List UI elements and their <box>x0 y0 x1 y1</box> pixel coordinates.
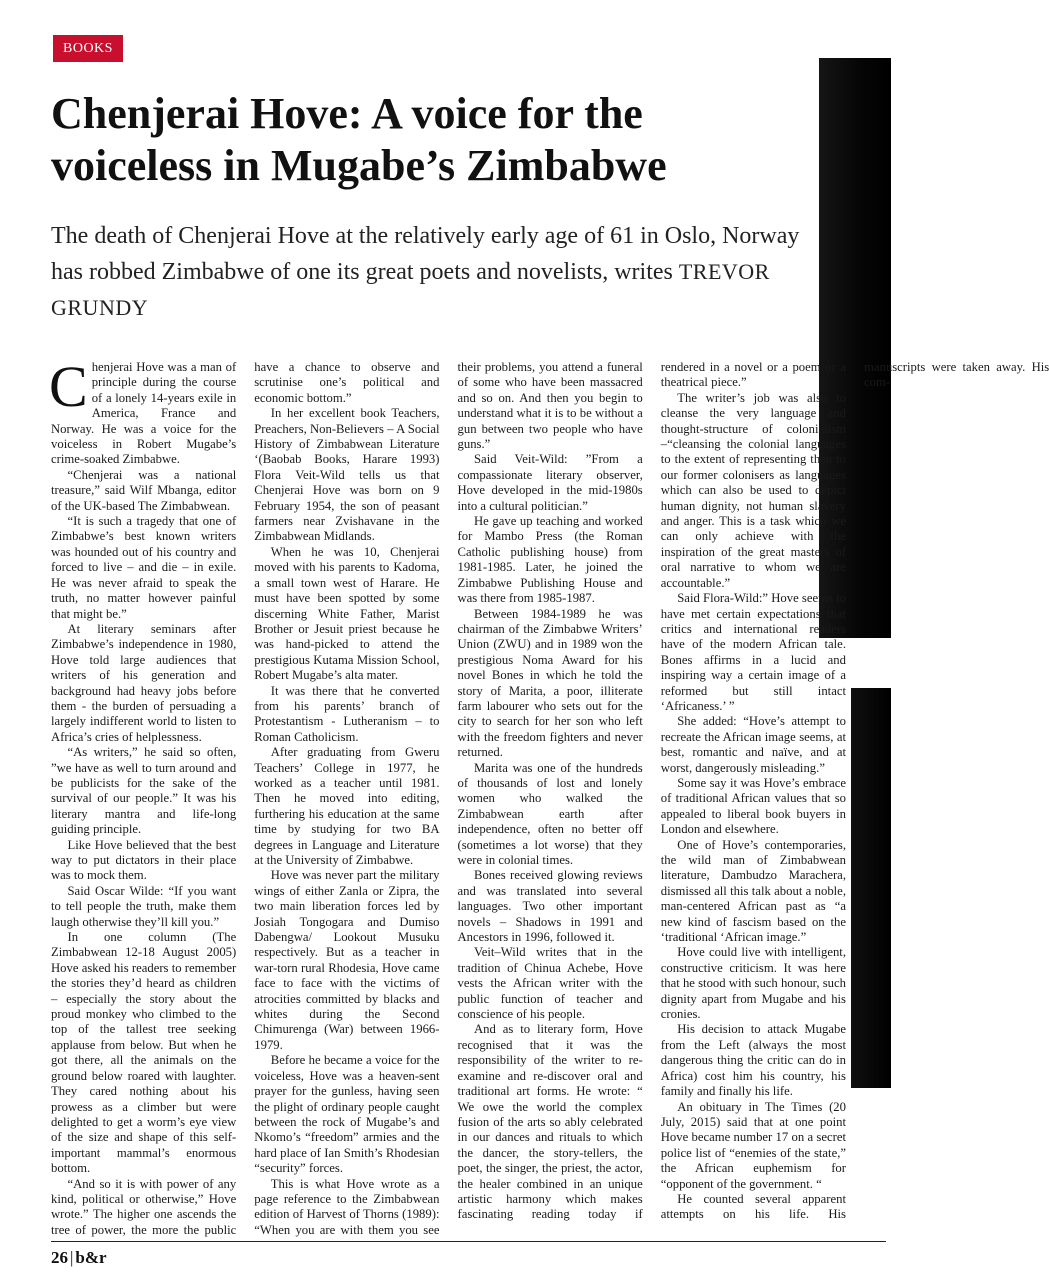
paragraph: Veit–Wild writes that in the tradition of Chinua Achebe, Hove vests the African writer with the public function of teacher and conscience of his people. <box>457 945 643 1022</box>
folio-separator: | <box>70 1248 74 1267</box>
paragraph: Hove could live with intelligent, constructive criticism. It was here that he stood with such honour, such dignity apart from Mugabe and his cronies. <box>660 945 846 1022</box>
paragraph: Before he became a voice for the voiceless, Hove was a heaven-sent prayer for the gunless, having seen the plight of ordinary people caught between the rock of Mugabe’s and Nkomo’s “freedom” armies and the hard place of Ian Smith’s Rhodesian “security” forces. <box>254 1053 440 1176</box>
paragraph: Chenjerai Hove was a man of principle during the course of a lonely 14-years exile in America, France and Norway. He was a voice for the voiceless in Robert Mugabe’s crime-soaked Zimbabwe. <box>49 354 237 467</box>
paragraph: When he was 10, Chenjerai moved with his parents to Kadoma, a small town west of Harare. He must have been spotted by some discerning White Father, Marist Brother or Jesuit priest because he was hand-picked to attend the prestigious Kutama Mission School, Robert Mugabe’s alta mater. <box>254 544 440 683</box>
paragraph: This is what Hove wrote as a page reference to the Zimbabwean edition of Harvest of Thorns (1989): “When you are with them you see their problems, you attend a funeral of some who have been massacred and so on. And then you begin to understand what it is to be without a gun between two people who have guns.” <box>254 360 643 1237</box>
paragraph: He gave up teaching and worked for Mambo Press (the Roman Catholic publishing house) from 1981-1985. Later, he joined the Zimbabwe Publishing House and was there from 1985-1987. <box>457 514 643 606</box>
paragraph: Bones received glowing reviews and was translated into several languages. Two other important novels – Shadows in 1991 and Ancestors in 1996, followed it. <box>457 868 643 945</box>
paragraph: “As writers,” he said so often, ”we have as well to turn around and be publicists for the sake of the survival of our people.” It was his literary mantra and life-long guiding principle. <box>51 745 237 837</box>
paragraph: Hove was never part the military wings of either Zanla or Zipra, the two main liberation forces led by Josiah Tongogara and Dumiso Dabengwa/ Lookout Musuku respectively. But as a teacher in war-torn rural Rhodesia, Hove came face to face with the victims of atrocities committed by blacks and whites during the Second Chimurenga (War) between 1966-1979. <box>254 868 440 1052</box>
paragraph: In her excellent book Teachers, Preachers, Non-Believers – A Social History of Zimbabwean Literature ‘(Baobab Books, Harare 1993) Flora Veit-Wild tells us that Chenjerai Hove was born on 9 February 1954, the son of peasant farmers near Zvishavane in the Zimbabwean Midlands. <box>254 406 440 544</box>
magazine-logo: b&r <box>75 1248 107 1267</box>
paragraph: One of Hove’s contemporaries, the wild man of Zimbabwean literature, Dambudzo Marachera, dismissed all this talk about a noble, man-centered African past as “a new kind of fascism based on the ‘traditional ‘African image.” <box>660 837 846 945</box>
paragraph: His decision to attack Mugabe from the Left (always the most dangerous thing the critic can do in Africa) cost him his country, his family and finally his life. <box>660 1022 846 1099</box>
paragraph: Like Hove believed that the best way to put dictators in their place was to mock them. <box>51 837 237 883</box>
paragraph: “It is such a tragedy that one of Zimbabwe’s best known writers was hounded out of his country and forced to live – and die – in exile. He was never afraid to speak the truth, no matter however painful that might be.” <box>51 514 237 621</box>
paragraph: Said Veit-Wild: ”From a compassionate literary observer, Hove developed in the mid-1980s into a cultural politician.” <box>457 452 643 513</box>
paragraph: At literary seminars after Zimbabwe’s independence in 1980, Hove told large audiences that writers of his generation and background had heavy jobs before them - the burden of persuading a largely indifferent world to listen to Africa’s cries of helplessness. <box>51 621 237 744</box>
paragraph: An obituary in The Times (20 July, 2015) said that at one point Hove became number 17 on a secret police list of “enemies of the state,” the African euphemism for “opponent of the government. “ <box>660 1099 846 1191</box>
paragraph: Said Flora-Wild:” Hove seems to have met certain expectations that critics and international readers have of the modern African tale. Bones affirms in a lucid and inspiring way a certain image of a reformed but still intact ‘Africaness.’ ” <box>660 591 846 713</box>
article-photo-edge-lower <box>851 688 891 1088</box>
standfirst-text: The death of Chenjerai Hove at the relatively early age of 61 in Oslo, Norway has robbed Zimbabwe of one its great poets and novelists, writes <box>51 223 800 285</box>
drop-cap: C <box>49 354 88 419</box>
paragraph: And as to literary form, Hove recognised that it was the responsibility of the writer to re-examine and re-discover oral and traditional art forms. He wrote: “ We owe the world the complex fusion of the arts so ably celebrated in our dances and rituals to which the dancer, the story-tellers, the poet, the singer, the priest, the actor, the healer combined in an unique artistic harmony which makes fascinating reading today if rendered in a novel or a poem or a theatrical piece.” <box>457 360 846 1222</box>
paragraph: “Chenjerai was a national treasure,” said Wilf Mbanga, editor of the UK-based The Zimbabwean. <box>51 467 237 513</box>
paragraph: He counted several apparent attempts on his life. His manuscripts were taken away. His com- <box>660 360 1049 1222</box>
headline: Chenjerai Hove: A voice for the voiceless in Mugabe’s Zimbabwe <box>51 89 667 190</box>
section-tag[interactable]: BOOKS <box>53 35 123 62</box>
standfirst <box>51 218 811 326</box>
paragraph: It was there that he converted from his parents’ branch of Protestantism - Lutheranism – to Roman Catholicism. <box>254 683 440 744</box>
paragraph: The writer’s job was also to cleanse the very language and thought-structure of colonialism –“cleansing the colonial languages to the extent of representing then to our former colonisers as languages which can also be used to depict human dignity, not human slavery and anger. This is a task which we can only achieve with the inspiration of the great masters of oral narrative to whom we are accountable.” <box>660 390 846 590</box>
paragraph: Between 1984-1989 he was chairman of the Zimbabwe Writers’ Union (ZWU) and in 1989 won the prestigious Noma Award for his novel Bones in which he told the story of Marita, a poor, illiterate farm labourer who sets out for the city to search for her son who left with the freedom fighters and never returned. <box>457 606 643 760</box>
paragraph: Marita was one of the hundreds of thousands of lost and lonely women who walked the Zimbabwean earth after independence, often no better off (sometimes a lot worse) that they were in colonial times. <box>457 760 643 867</box>
paragraph: Some say it was Hove’s embrace of traditional African values that so appealed to liberal book buyers in London and elsewhere. <box>660 775 846 837</box>
article-body <box>49 354 1049 1240</box>
paragraph: In one column (The Zimbabwean 12-18 August 2005) Hove asked his readers to remember the stories they’d heard as children – especially the story about the proud monkey who climbed to the top of the tallest tree seeking applause from below. But when he got there, all the animals on the ground below roared with laughter. They cared nothing about his prowess as a climber but were delighted to get a worm’s eye view of the size and shape of this self-important mammal’s enormous bottom. <box>51 930 237 1176</box>
paragraph: “And so it is with power of any kind, political or otherwise,” Hove wrote.” The higher one ascends the tree of power, the more the public have a chance to observe and scrutinise one’s political and economic bottom.” <box>51 360 440 1237</box>
paragraph: After graduating from Gweru Teachers’ College in 1977, he worked as a teacher until 1981. Then he moved into editing, furthering his education at the same time by studying for two BA degrees in Language and Literature at the University of Zimbabwe. <box>254 745 440 867</box>
byline: TREVOR GRUNDY <box>51 259 770 320</box>
paragraph: Said Oscar Wilde: “If you want to tell people the truth, make them laugh otherwise they’ll kill you.” <box>51 883 237 929</box>
footer-rule <box>51 1241 886 1242</box>
page-number: 26 <box>51 1248 68 1267</box>
paragraph: She added: “Hove’s attempt to recreate the African image seems, at best, romantic and naïve, and at worst, dangerously misleading.” <box>660 714 846 775</box>
page-folio <box>51 1248 107 1268</box>
